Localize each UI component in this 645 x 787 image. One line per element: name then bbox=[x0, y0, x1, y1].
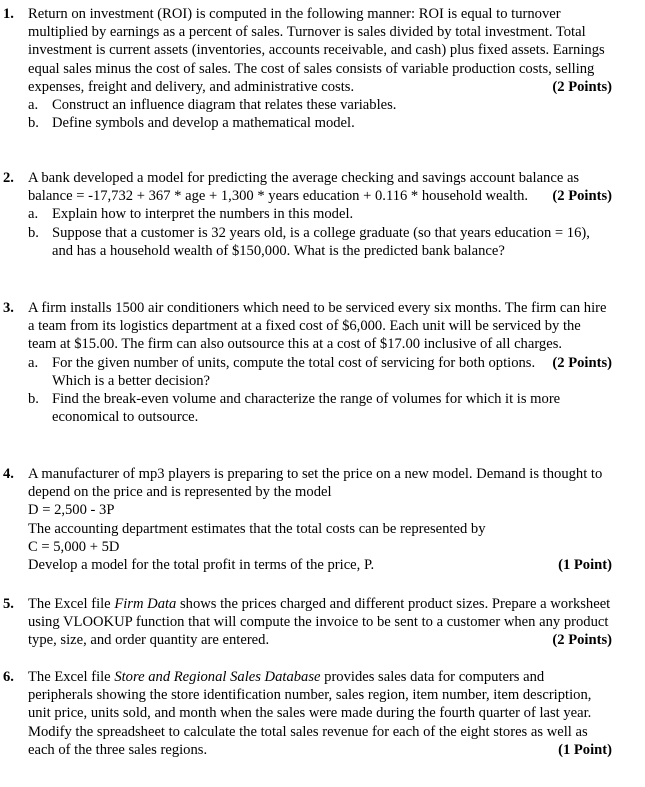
file-name: Firm Data bbox=[114, 596, 177, 612]
file-name: Store and Regional Sales Database bbox=[114, 669, 321, 685]
question-text: The Excel file Firm Data shows the prices charged and different product sizes. Prepare a worksheet using VLOOKUP function that will compute the invoice to be sent to a customer when any product type, size, and order quantity are entered. (2 Points) bbox=[28, 596, 612, 649]
question-4 bbox=[0, 465, 612, 574]
points-label: (2 Points) bbox=[552, 78, 612, 95]
question-1 bbox=[0, 5, 612, 132]
points-label: (2 Points) bbox=[552, 354, 612, 371]
question-text: The Excel file Store and Regional Sales Database provides sales data for computers and peripherals showing the store identification number, sales region, item number, item description, unit price, units sold, and month when the sales were made during the fourth quarter of last year. Modify the spreadsheet to calculate the total sales revenue for each of the eight stores as well as each of the three sales regions. (1 Point) bbox=[28, 669, 612, 758]
question-part: b. Find the break-even volume and characterize the range of volumes for which it is more economical to outsource. bbox=[28, 391, 561, 426]
question-text: A manufacturer of mp3 players is preparing to set the price on a new model. Demand is thought to depend on the price and is represented by the model D = 2,500 - 3P The accounting department estimates that the total costs can be represented by C = 5,000 + 5D Develop a model for the total profit in terms of the price, P. (1 Point) bbox=[28, 466, 612, 574]
question-number: 5. bbox=[3, 596, 14, 612]
question-part: a. For the given number of units, compute the total cost of servicing for both options. Which is a better decision? bbox=[28, 354, 536, 389]
question-part: b. Define symbols and develop a mathematical model. bbox=[28, 115, 355, 132]
cost-formula: C = 5,000 + 5D bbox=[28, 538, 120, 555]
demand-formula: D = 2,500 - 3P bbox=[28, 502, 115, 519]
question-number: 4. bbox=[3, 466, 14, 482]
question-part: a. Explain how to interpret the numbers in this model. bbox=[28, 206, 354, 223]
question-text: A bank developed a model for predicting the average checking and savings account balance as balance = -17,732 + 367 * age + 1,300 * years education + 0.116 * household wealth. (2 Points) bbox=[28, 170, 612, 205]
question-text: A firm installs 1500 air conditioners which need to be serviced every six months. The firm can hire a team from its logistics department at a fixed cost of $6,000. Each unit will be serviced by the team at $15.00. The firm can also outsource this at a cost of $17.00 inclusive of all charges. (2 Points) bbox=[28, 300, 612, 371]
question-part: a. Construct an influence diagram that relates these variables. bbox=[28, 97, 397, 114]
points-label: (2 Points) bbox=[552, 188, 612, 205]
question-3 bbox=[0, 299, 612, 426]
points-label: (1 Point) bbox=[558, 557, 612, 574]
question-number: 1. bbox=[3, 6, 14, 22]
question-6 bbox=[0, 668, 612, 759]
points-label: (2 Points) bbox=[552, 632, 612, 649]
question-number: 3. bbox=[3, 300, 14, 316]
question-text: Return on investment (ROI) is computed in the following manner: ROI is equal to turnover multiplied by earnings as a percent of sales. Turnover is sales divided by total investment. Total investment is current assets (inventories, accounts receivable, and cash) plus fixed assets. Earnings equal sales minus the cost of sales. The cost of sales consists of variable production costs, selling expenses, freight and delivery, and administrative costs. (2 Points) bbox=[28, 6, 612, 95]
question-number: 2. bbox=[3, 170, 14, 186]
question-5 bbox=[0, 595, 612, 650]
question-number: 6. bbox=[3, 669, 14, 685]
question-part: b. Suppose that a customer is 32 years old, is a college graduate (so that years education = 16), and has a household wealth of $150,000. What is the predicted bank balance? bbox=[28, 224, 590, 259]
points-label: (1 Point) bbox=[558, 741, 612, 758]
question-2 bbox=[0, 169, 612, 260]
